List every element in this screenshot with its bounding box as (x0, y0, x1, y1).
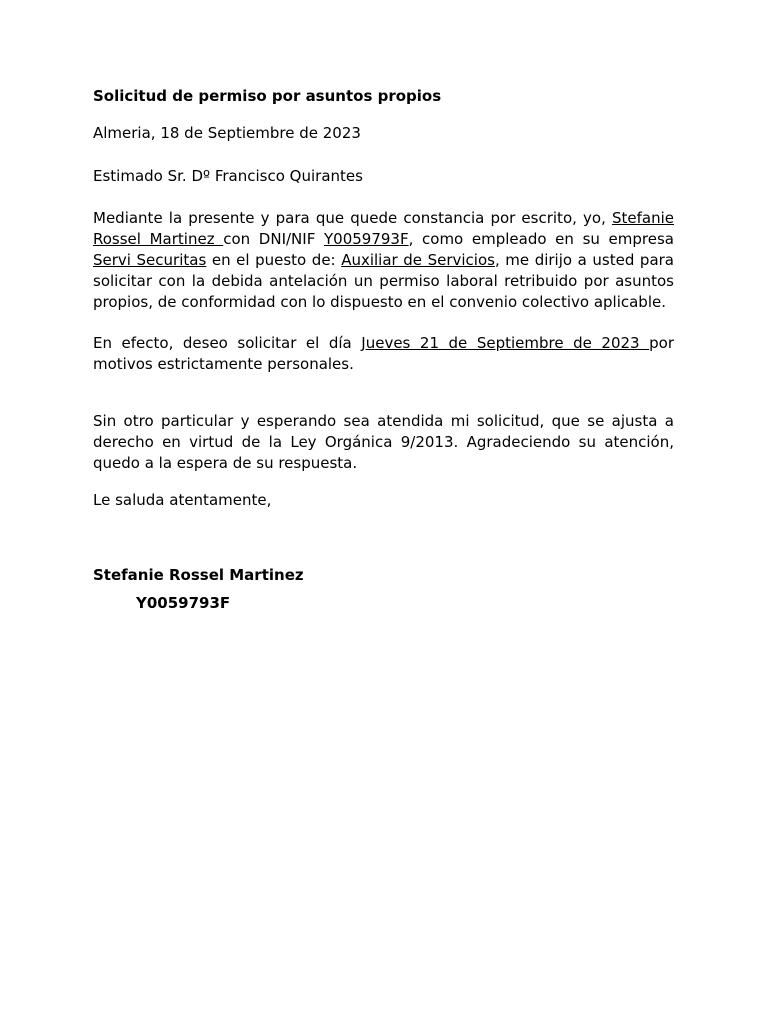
signature-name: Stefanie Rossel Martinez (93, 566, 304, 584)
body1-text-2: con DNI/NIF (223, 230, 324, 248)
body-paragraph-1 (93, 208, 674, 313)
body1-text-5: , me dirijo a usted para solicitar con la debida antelación un permiso laboral retribuido por asuntos propios, de conformidad con lo dispuesto en el convenio colectivo aplicable. (93, 251, 674, 311)
signature-id: Y0059793F (136, 594, 231, 612)
letter-title: Solicitud de permiso por asuntos propios (93, 87, 442, 105)
date-line: Almeria, 18 de Septiembre de 2023 (93, 124, 361, 142)
body2-text-1: En efecto, deseo solicitar el día (93, 334, 362, 352)
employee-dni: Y0059793F (323, 230, 409, 248)
body2-text-2: por motivos estrictamente personales. (93, 334, 674, 373)
greeting: Estimado Sr. Dº Francisco Quirantes (93, 167, 363, 185)
employee-name: Stefanie Rossel Martinez (93, 209, 674, 248)
body-paragraph-3: Sin otro particular y esperando sea atendida mi solicitud, que se ajusta a derecho en virtud de la Ley Orgánica 9/2013. Agradeciendo su atención, quedo a la espera de su respuesta. (93, 412, 674, 472)
company-name: Servi Securitas (93, 251, 207, 269)
letter-page (93, 84, 674, 615)
body1-text-1: Mediante la presente y para que quede constancia por escrito, yo, (93, 209, 606, 227)
body1-text-4: en el puesto de: (206, 251, 342, 269)
body1-text-3: , como empleado en su empresa (408, 230, 674, 248)
body-paragraph-2 (93, 333, 674, 375)
closing-line: Le saluda atentamente, (93, 491, 272, 509)
job-position: Auxiliar de Servicios (341, 251, 495, 269)
requested-date: Jueves 21 de Septiembre de 2023 (361, 334, 650, 352)
